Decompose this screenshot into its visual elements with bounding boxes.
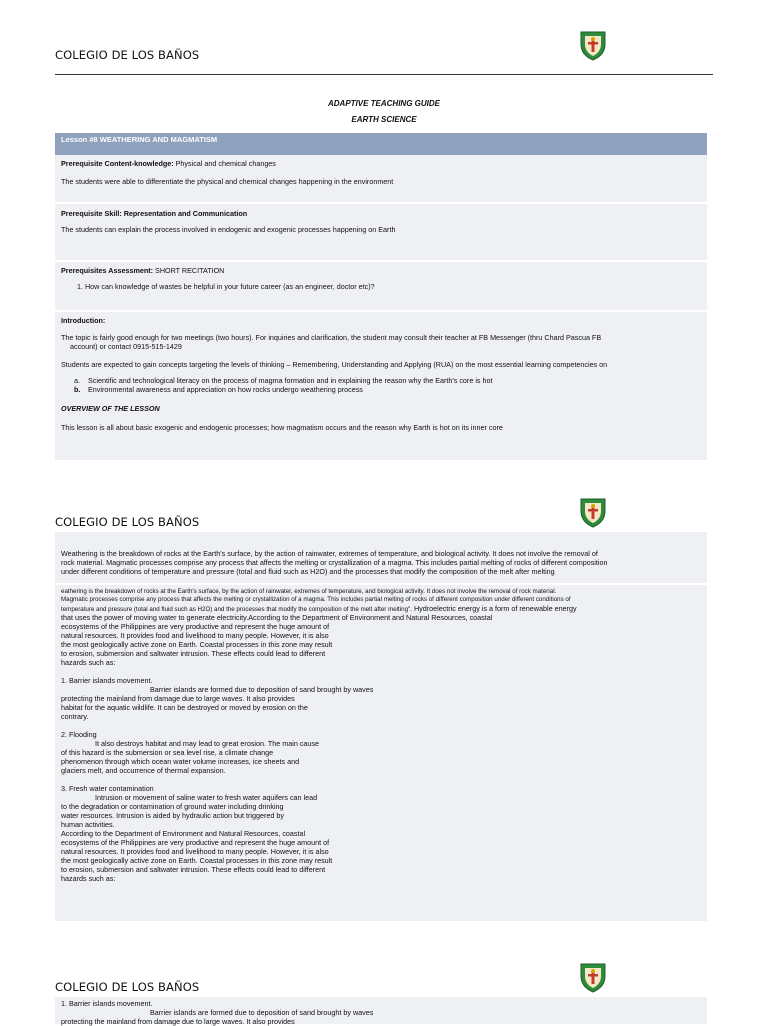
intro-line: Students are expected to gain concepts targeting the levels of thinking – Remembering, Understanding and Applying (RUA) on the most essential learning competencies on [61, 360, 608, 369]
body-line: glaciers melt, and occurrence of thermal expansion. [61, 766, 226, 775]
hazard-item-title: 2. Flooding [61, 730, 97, 739]
body-line: natural resources. It provides food and livelihood to many people. However, it is also [61, 847, 329, 856]
prereq-skill-label: Prerequisite Skill: Representation and Communication [61, 209, 248, 218]
assessment-item: 1. How can knowledge of wastes be helpful in your future career (as an engineer, doctor etc)? [77, 282, 375, 291]
prereq-content [61, 159, 276, 168]
hazard-item-title: 1. Barrier islands movement. [61, 999, 153, 1008]
body-line: human activities. [61, 820, 115, 829]
subject-title: EARTH SCIENCE [351, 115, 417, 124]
prereq-content-label: Prerequisite Content-knowledge: [61, 159, 174, 168]
prereq-assess-value: SHORT RECITATION [153, 266, 225, 275]
body-line: that uses the power of moving water to generate electricity.According to the Department of Environment and Natural Resources, coastal [61, 613, 493, 622]
intro-a-marker: a. [74, 376, 80, 385]
body-line: hazards such as: [61, 658, 116, 667]
para-line: rock material. Magmatic processes comprise any process that affects the melting or crystallization of a magma. This includes partial melting of rocks of different composition [61, 558, 608, 567]
intro-line: The topic is fairly good enough for two meetings (two hours). For inquiries and clarification, the student may consult their teacher at FB Messenger (thru Chard Pascua FB [61, 333, 602, 342]
intro-a: Scientific and technological literacy on the process of magma formation and in explaining the reason why the Earth's core is hot [88, 376, 493, 385]
section-separator [55, 583, 707, 585]
body-line: Intrusion or movement of saline water to fresh water aquifers can lead [95, 793, 318, 802]
para-line: under different conditions of temperature and pressure (total and fluid such as H2O) and the processes that modify the composition of the melt after melting [61, 567, 555, 576]
lesson-title-bar: Lesson #8 WEATHERING AND MAGMATISM [55, 133, 707, 155]
body-line: protecting the mainland from damage due to large waves. It also provides [61, 1017, 295, 1026]
overview-text: This lesson is all about basic exogenic and endogenic processes; how magmatism occurs and the reason why Earth is hot on its inner core [61, 423, 503, 432]
body-line: to erosion, submersion and saltwater intrusion. These effects could lead to different [61, 865, 326, 874]
hazard-item-title: 1. Barrier islands movement. [61, 676, 153, 685]
body-line: ecosystems of the Philippines are very productive and represent the huge amount of [61, 622, 330, 631]
school-seal-icon [578, 961, 608, 993]
body-line: habitat for the aquatic wildlife. It can be destroyed or moved by erosion on the [61, 703, 308, 712]
guide-title: ADAPTIVE TEACHING GUIDE [327, 99, 440, 108]
body-line: natural resources. It provides food and livelihood to many people. However, it is also [61, 631, 329, 640]
mixed-line-rest: Hydroelectric energy is a form of renewable energy [411, 604, 577, 613]
small-line: Magmatic processes comprise any process that affects the melting or crystallization of a magma. This includes partial melting of rocks of different composition under different conditions of [61, 596, 571, 603]
body-line: It also destroys habitat and may lead to great erosion. The main cause [95, 739, 320, 748]
school-name-header: COLEGIO DE LOS BAÑOS [55, 48, 200, 62]
school-seal-icon [578, 496, 608, 528]
body-line: Barrier islands are formed due to deposition of sand brought by waves [150, 1008, 374, 1017]
prereq-content-value: Physical and chemical changes [173, 159, 276, 168]
body-line: contrary. [61, 712, 89, 721]
body-line: to erosion, submersion and saltwater intrusion. These effects could lead to different [61, 649, 326, 658]
prereq-skill-text: The students can explain the process involved in endogenic and exogenic processes happening on Earth [61, 225, 396, 234]
prereq-content-text: The students were able to differentiate the physical and chemical changes happening in the environment [61, 177, 394, 186]
body-line: Barrier islands are formed due to deposition of sand brought by waves [150, 685, 374, 694]
prereq-assessment [61, 266, 224, 275]
body-line: of this hazard is the submersion or sea level rise, a climate change [61, 748, 274, 757]
intro-label: Introduction: [61, 316, 106, 325]
body-line: ecosystems of the Philippines are very productive and represent the huge amount of [61, 838, 330, 847]
school-seal-icon [578, 29, 608, 61]
body-line: protecting the mainland from damage due to large waves. It also provides [61, 694, 295, 703]
section-separator [55, 260, 707, 262]
intro-line: account) or contact 0915-515-1429 [70, 342, 182, 351]
intro-b: Environmental awareness and appreciation on how rocks undergo weathering process [88, 385, 363, 394]
prereq-assess-label: Prerequisites Assessment: [61, 266, 154, 275]
intro-b-marker: b. [74, 385, 81, 394]
school-name-header: COLEGIO DE LOS BAÑOS [55, 515, 200, 529]
section-separator [55, 310, 707, 312]
small-line: temperature and pressure (total and fluid such as H2O) and the processes that modify the composition of the melt after melting". [61, 606, 412, 613]
body-line: the most geologically active zone on Earth. Coastal processes in this zone may result [61, 856, 333, 865]
body-line: the most geologically active zone on Earth. Coastal processes in this zone may result [61, 640, 333, 649]
para-line: Weathering is the breakdown of rocks at the Earth's surface, by the action of rainwater, extremes of temperature, and biological activity. It does not involve the removal of [61, 549, 598, 558]
overview-label: OVERVIEW OF THE LESSON [61, 404, 160, 413]
small-line: eathering is the breakdown of rocks at the Earth's surface, by the action of rainwater, extremes of temperature, and biological activity. It does not involve the removal of rock material. [61, 588, 557, 595]
body-line: water resources. Intrusion is aided by hydraulic action but triggered by [61, 811, 284, 820]
body-line: According to the Department of Environment and Natural Resources, coastal [61, 829, 306, 838]
body-line: phenomenon through which ocean water volume increases, ice sheets and [61, 757, 300, 766]
school-name-header: COLEGIO DE LOS BAÑOS [55, 980, 200, 994]
body-line: hazards such as: [61, 874, 116, 883]
header-rule [55, 74, 713, 75]
hazard-item-title: 3. Fresh water contamination [61, 784, 154, 793]
body-line: to the degradation or contamination of ground water including drinking [61, 802, 284, 811]
section-separator [55, 202, 707, 204]
